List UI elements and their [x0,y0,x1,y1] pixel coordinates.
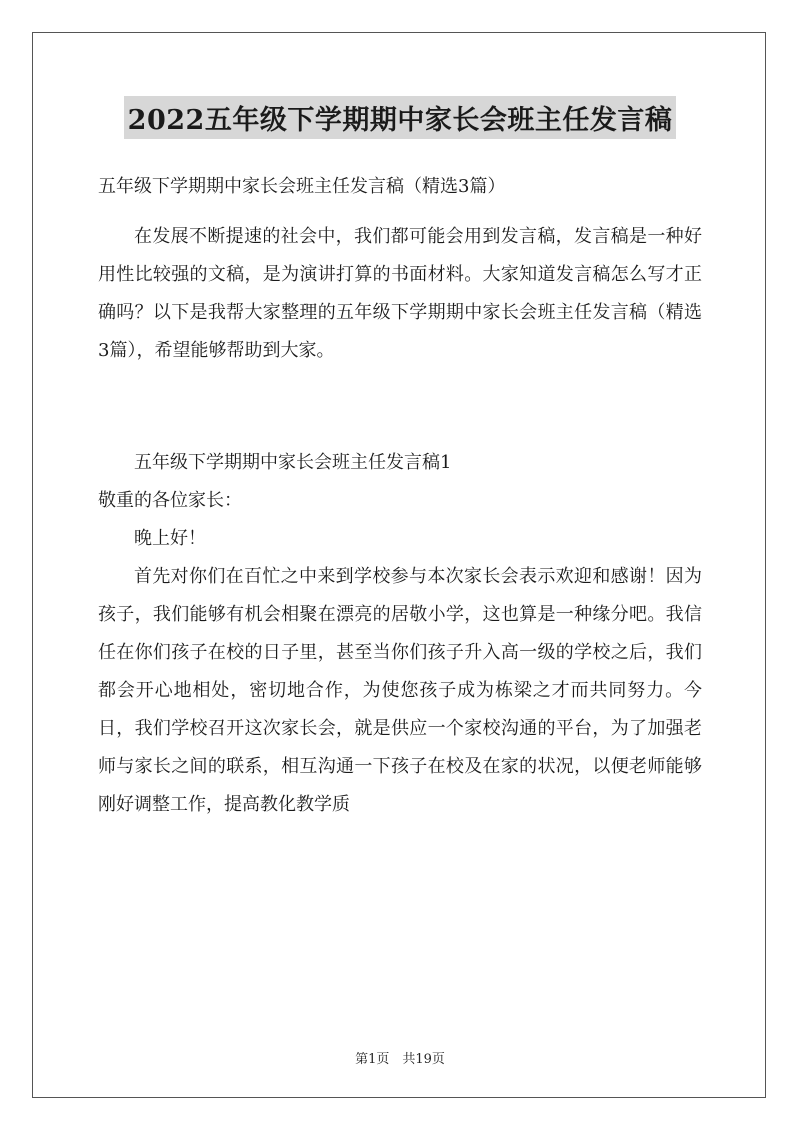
page-footer: 第1页 共19页 [355,1052,445,1067]
body-paragraph: 首先对你们在百忙之中来到学校参与本次家长会表示欢迎和感谢！因为孩子，我们能够有机会相聚在漂亮的居敬小学，这也算是一种缘分吧。我信任在你们孩子在校的日子里，甚至当你们孩子升入高一级的学校之后，我们都会开心地相处，密切地合作，为使您孩子成为栋梁之才而共同努力。今日，我们学校召开这次家长会，就是供应一个家校沟通的平台，为了加强老师与家长之间的联系，相互沟通一下孩子在校及在家的状况，以便老师能够刚好调整工作，提高教化教学质 [98,566,702,815]
intro-paragraph: 在发展不断提速的社会中，我们都可能会用到发言稿，发言稿是一种好用性比较强的文稿，是为演讲打算的书面材料。大家知道发言稿怎么写才正确吗？以下是我帮大家整理的五年级下学期期中家长会班主任发言稿（精选3篇），希望能够帮助到大家。 [98,226,702,361]
salutation: 敬重的各位家长： [98,490,242,511]
document-subtitle: 五年级下学期期中家长会班主任发言稿（精选3篇） [98,176,506,197]
document-body [98,168,702,824]
title-container [0,96,800,139]
section-heading: 五年级下学期期中家长会班主任发言稿1 [134,452,452,473]
document-title: 2022五年级下学期期中家长会班主任发言稿 [124,96,677,139]
paragraph-gap [98,370,702,444]
greeting: 晚上好！ [134,528,206,549]
